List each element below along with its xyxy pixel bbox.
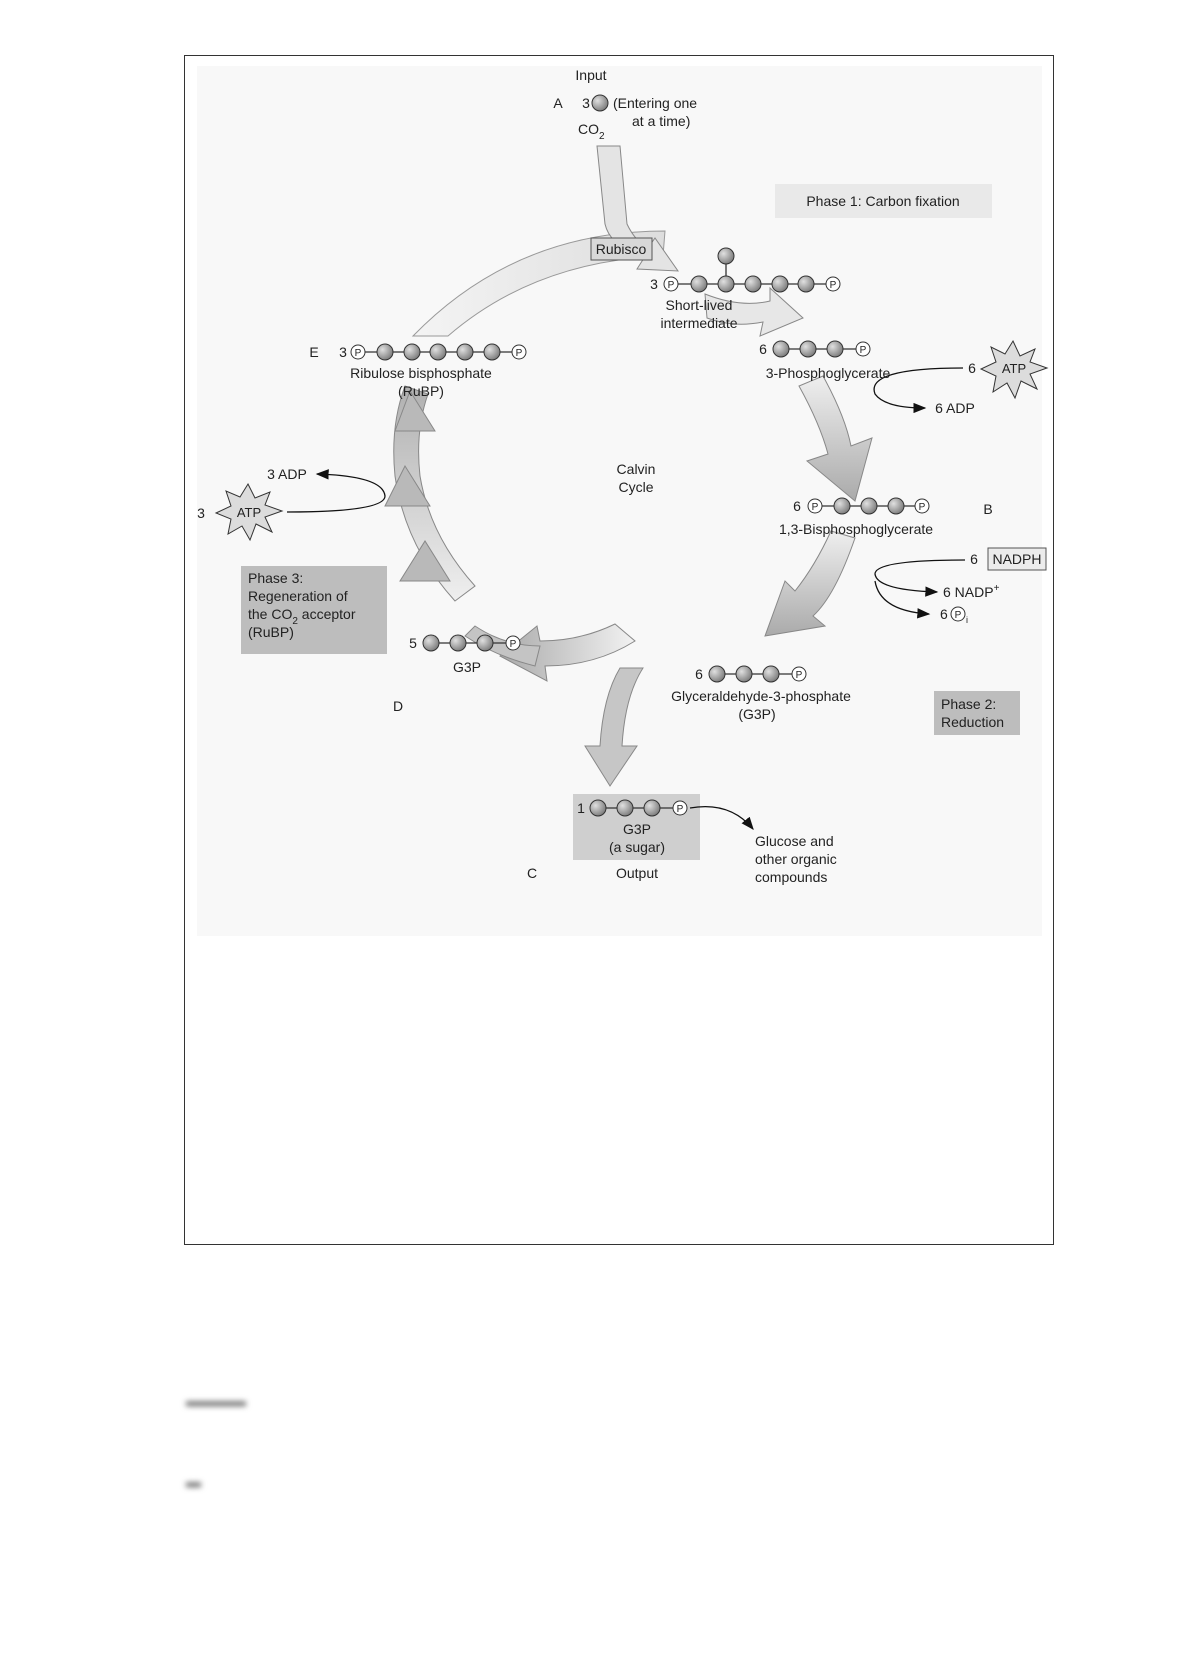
figure-frame xyxy=(184,55,1054,1245)
rubisco-label: Rubisco xyxy=(595,241,647,257)
carbon-atom xyxy=(709,666,725,682)
products-label-1: Glucose and xyxy=(755,833,834,849)
carbon-atom xyxy=(718,276,734,292)
carbon-atom xyxy=(592,95,608,111)
phase2-label-1: Phase 2: xyxy=(941,696,997,712)
marker-a: A xyxy=(553,95,563,111)
carbon-atom xyxy=(457,344,473,360)
calvin-label-2: Cycle xyxy=(618,479,654,495)
calvin-cycle-diagram xyxy=(185,56,1055,1246)
pga-count: 6 xyxy=(759,341,767,357)
intermediate-count: 3 xyxy=(650,276,658,292)
output-label-2: (a sugar) xyxy=(608,839,666,855)
adp-right-label: 6 ADP xyxy=(935,400,975,416)
carbon-atom xyxy=(736,666,752,682)
output-count: 1 xyxy=(577,800,585,816)
phosphate-symbol: P xyxy=(515,348,523,359)
phosphate-symbol: P xyxy=(918,502,926,513)
carbon-atom xyxy=(450,635,466,651)
carbon-atom xyxy=(763,666,779,682)
carbon-atom xyxy=(477,635,493,651)
carbon-atom xyxy=(377,344,393,360)
phosphate-symbol: P xyxy=(354,348,362,359)
bpg-count: 6 xyxy=(793,498,801,514)
carbon-atom xyxy=(404,344,420,360)
phosphate-symbol: P xyxy=(811,502,819,513)
g3p-main-label-2: (G3P) xyxy=(738,706,776,722)
g3p-main-label-1: Glyceraldehyde-3-phosphate xyxy=(671,688,851,704)
carbon-atom xyxy=(484,344,500,360)
phosphate-symbol: P xyxy=(829,280,837,291)
marker-c: C xyxy=(526,865,538,881)
products-label-3: compounds xyxy=(755,869,828,885)
pi-subscript: i xyxy=(966,615,968,625)
nadph-label: NADPH xyxy=(992,551,1042,567)
phase1-label: Phase 1: Carbon fixation xyxy=(806,193,960,209)
co2-label: $CO_2$ xyxy=(578,121,605,142)
carbon-atom xyxy=(834,498,850,514)
carbon-atom xyxy=(430,344,446,360)
output-title: Output xyxy=(615,865,659,881)
phase3-label-1: Phase 3: xyxy=(248,570,304,586)
g3p-main-count: 6 xyxy=(695,666,703,682)
bpg-label: 1,3-Bisphosphoglycerate xyxy=(778,521,934,537)
phosphate-symbol: P xyxy=(859,345,867,356)
calvin-label-1: Calvin xyxy=(616,461,656,477)
phase3-label-3: the $CO_2$ acceptor xyxy=(248,606,356,627)
carbon-atom xyxy=(773,341,789,357)
phosphate-symbol: P xyxy=(676,804,684,815)
input-title: Input xyxy=(575,67,607,83)
carbon-atom xyxy=(617,800,633,816)
rubp-label-1: Ribulose bisphosphate xyxy=(350,365,492,381)
atp-right-count: 6 xyxy=(968,360,976,376)
carbon-atom xyxy=(718,248,734,264)
carbon-atom xyxy=(745,276,761,292)
phosphate-symbol: P xyxy=(795,670,803,681)
carbon-atom xyxy=(827,341,843,357)
carbon-atom xyxy=(888,498,904,514)
carbon-atom xyxy=(772,276,788,292)
carbon-atom xyxy=(798,276,814,292)
phase3-label-2: Regeneration of xyxy=(248,588,348,604)
rubp-count: 3 xyxy=(339,344,347,360)
carbon-atom xyxy=(644,800,660,816)
carbon-atom xyxy=(590,800,606,816)
g3p-recycle-count: 5 xyxy=(409,635,417,651)
phosphate-symbol: P xyxy=(667,280,675,291)
pi-symbol: P xyxy=(954,610,962,621)
pi-count: 6 xyxy=(940,606,948,622)
carbon-atom xyxy=(800,341,816,357)
phase2-label-2: Reduction xyxy=(941,714,1005,730)
nadph-count: 6 xyxy=(970,551,978,567)
phase3-label-4: (RuBP) xyxy=(248,624,294,640)
intermediate-label-1: Short-lived xyxy=(665,297,733,313)
carbon-atom xyxy=(423,635,439,651)
blurred-text: ▬ xyxy=(186,1474,201,1491)
input-note-2: at a time) xyxy=(632,113,691,129)
rubp-label-2: (RuBP) xyxy=(398,383,444,399)
phosphate-symbol: P xyxy=(509,639,517,650)
marker-d: D xyxy=(392,698,404,714)
nadp-label: 6 NADP+ xyxy=(943,583,1000,600)
input-note-1: (Entering one xyxy=(613,95,698,111)
output-label-1: G3P xyxy=(622,821,652,837)
intermediate-label-2: intermediate xyxy=(660,315,738,331)
marker-b: B xyxy=(983,501,993,517)
carbon-atom xyxy=(691,276,707,292)
carbon-atom xyxy=(861,498,877,514)
blurred-text: ▬▬▬▬ xyxy=(186,1393,246,1410)
atp-left-count: 3 xyxy=(197,505,205,521)
adp-left-label: 3 ADP xyxy=(267,466,307,482)
marker-e: E xyxy=(309,344,319,360)
input-count: 3 xyxy=(582,95,590,111)
g3p-recycle-label: G3P xyxy=(452,659,482,675)
products-label-2: other organic xyxy=(755,851,837,867)
atp-left-label: ATP xyxy=(236,505,262,520)
atp-right-label: ATP xyxy=(1001,361,1027,376)
pga-label: 3-Phosphoglycerate xyxy=(765,365,891,381)
